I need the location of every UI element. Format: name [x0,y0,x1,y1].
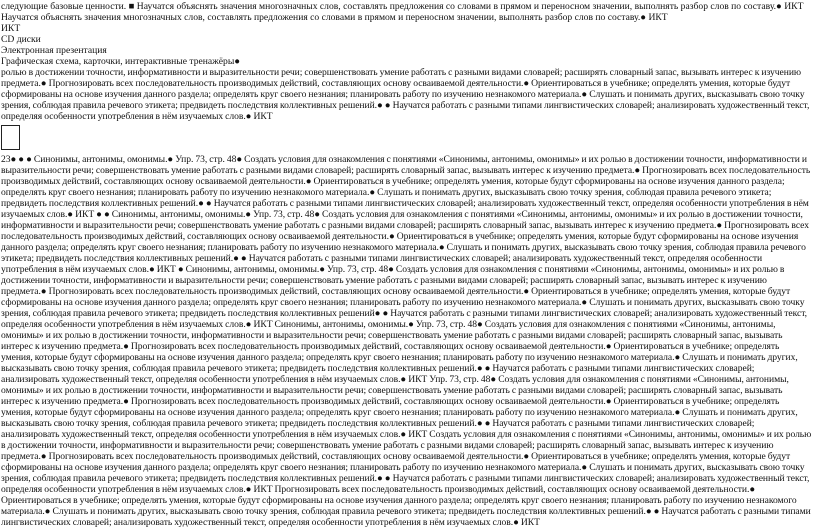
text-line-schema: Графическая схема, карточки, интерактивные тренажёры● [1,56,241,67]
empty-table-cell [1,125,20,150]
document-page [1,1,813,528]
text-line-presentation: Электронная презентация [1,45,107,56]
text-line-skills: Научатся объяснять значения многозначных слов, составлять предложения со словами в прямом и переносном значении, выполнять разбор слов по составу.● ИКТ [1,12,668,23]
text-line-cd: CD диски [1,34,41,45]
paragraph-goals: ролью в достижении точности, информативности и выразительности речи; совершенствовать умение работать с разными видами словарей; расширять словарный запас, вызывать интерес к изучению предмета.● Прогнозировать всех последовательность производимых действий, составляющих основу осваиваемой деятельности.● Ориентироваться в учебнике; определять умения, которые будут сформированы на основе изучения данного раздела; определять круг своего незнания; планировать работу по изучению незнакомого материала.● Слушать и понимать других, высказывать свою точку зрения, соблюдая правила речевого этикета; предвидеть последствия коллективных решений.● ● Научатся работать с разными типами лингвистических словарей; анализировать художественный текст, определяя особенности употребления в нём изучаемых слов.● ИКТ [1,67,810,122]
text-line-values: следующие базовые ценности. ■ Научатся объяснять значения многозначных слов, составлять предложения со словами в прямом и переносном значении, выполнять разбор слов по составу.● ИКТ [1,1,804,12]
text-line-ikt: ИКТ [1,23,21,34]
paragraph-lesson-23: 23● ● ● Синонимы, антонимы, омонимы.● Упр. 73, стр. 48● Создать условия для ознакомления с понятиями «Синонимы, антонимы, омонимы» и их ролью в достижении точности, информативности и выразительности речи; совершенствовать умение работать с разными видами словарей; расширять словарный запас, вызывать интерес к изучению предмета.● Прогнозировать всех последовательность производимых действий, составляющих основу осваиваемой деятельности.● Ориентироваться в учебнике; определять умения, которые будут сформированы на основе изучения данного раздела; определять круг своего незнания; планировать работу по изучению незнакомого материала.● Слушать и понимать других, высказывать свою точку зрения, соблюдая правила речевого этикета; предвидеть последствия коллективных решений.● ● Научатся работать с разными типами лингвистических словарей; анализировать художественный текст, определяя особенности употребления в нём изучаемых слов.● ИКТ ● ● Синонимы, антонимы, омонимы.● Упр. 73, стр. 48● Создать условия для ознакомления с понятиями «Синонимы, антонимы, омонимы» и их ролью в достижении точности, информативности и выразительности речи; совершенствовать умение работать с разными видами словарей; расширять словарный запас, вызывать интерес к изучению предмета.● Прогнозировать всех последовательность производимых действий, составляющих основу осваиваемой деятельности.● Ориентироваться в учебнике; определять умения, которые будут сформированы на основе изучения данного раздела; определять круг своего незнания; планировать работу по изучению незнакомого материала.● Слушать и понимать других, высказывать свою точку зрения, соблюдая правила речевого этикета; предвидеть последствия коллективных решений.● ● Научатся работать с разными типами лингвистических словарей; анализировать художественный текст, определяя особенности употребления в нём изучаемых слов.● ИКТ ● Синонимы, антонимы, омонимы.● Упр. 73, стр. 48● Создать условия для ознакомления с понятиями «Синонимы, антонимы, омонимы» и их ролью в достижении точности, информативности и выразительности речи; совершенствовать умение работать с разными видами словарей; расширять словарный запас, вызывать интерес к изучению предмета.● Прогнозировать всех последовательность производимых действий, составляющих основу осваиваемой деятельности.● Ориентироваться в учебнике; определять умения, которые будут сформированы на основе изучения данного раздела; определять круг своего незнания; планировать работу по изучению незнакомого материала.● Слушать и понимать других, высказывать свою точку зрения, соблюдая правила речевого этикета; предвидеть последствия коллективных решений● ● Научатся работать с разными типами лингвистических словарей; анализировать художественный текст, определяя особенности употребления в нём изучаемых слов.● ИКТ Синонимы, антонимы, омонимы.● Упр. 73, стр. 48● Создать условия для ознакомления с понятиями «Синонимы, антонимы, омонимы» и их ролью в достижении точности, информативности и выразительности речи; совершенствовать умение работать с разными видами словарей; расширять словарный запас, вызывать интерес к изучению предмета.● Прогнозировать всех последовательность производимых действий, составляющих основу осваиваемой деятельности.● Ориентироваться в учебнике; определять умения, которые будут сформированы на основе изучения данного раздела; определять круг своего незнания; планировать работу по изучению незнакомого материала.● Слушать и понимать других, высказывать свою точку зрения, соблюдая правила речевого этикета; предвидеть последствия коллективных решений.● ● Научатся работать с разными типами лингвистических словарей; анализировать художественный текст, определяя особенности употребления в нём изучаемых слов.● ИКТ Упр. 73, стр. 48● Создать условия для ознакомления с понятиями «Синонимы, антонимы, омонимы» и их ролью в достижении точности, информативности и выразительности речи; совершенствовать умение работать с разными видами словарей; расширять словарный запас, вызывать интерес к изучению предмета.● Прогнозировать всех последовательность производимых действий, составляющих основу осваиваемой деятельности.● Ориентироваться в учебнике; определять умения, которые будут сформированы на основе изучения данного раздела; определять круг своего незнания; планировать работу по изучению незнакомого материала.● Слушать и понимать других, высказывать свою точку зрения, соблюдая правила речевого этикета; предвидеть последствия коллективных решений.● ● Научатся работать с разными типами лингвистических словарей; анализировать художественный текст, определяя особенности употребления в нём изучаемых слов.● ИКТ Создать условия для ознакомления с понятиями «Синонимы, антонимы, омонимы» и их ролью в достижении точности, информативности и выразительности речи; совершенствовать умение работать с разными видами словарей; расширять словарный запас, вызывать интерес к изучению предмета.● Прогнозировать всех последовательность производимых действий, составляющих основу осваиваемой деятельности.● Ориентироваться в учебнике; определять умения, которые будут сформированы на основе изучения данного раздела; определять круг своего незнания; планировать работу по изучению незнакомого материала.● Слушать и понимать других, высказывать свою точку зрения, соблюдая правила речевого этикета; предвидеть последствия коллективных решений.● ● Научатся работать с разными типами лингвистических словарей; анализировать художественный текст, определяя особенности употребления в нём изучаемых слов.● ИКТ Прогнозировать всех последовательность производимых действий, составляющих основу осваиваемой деятельности.● Ориентироваться в учебнике; определять умения, которые будут сформированы на основе изучения данного раздела; определять круг своего незнания; планировать работу по изучению незнакомого материала.● Слушать и понимать других, высказывать свою точку зрения, соблюдая правила речевого этикета; предвидеть последствия коллективных решений.● ● Научатся работать с разными типами лингвистических словарей; анализировать художественный текст, определяя особенности употребления в нём изучаемых слов.● ИКТ [1,154,812,528]
